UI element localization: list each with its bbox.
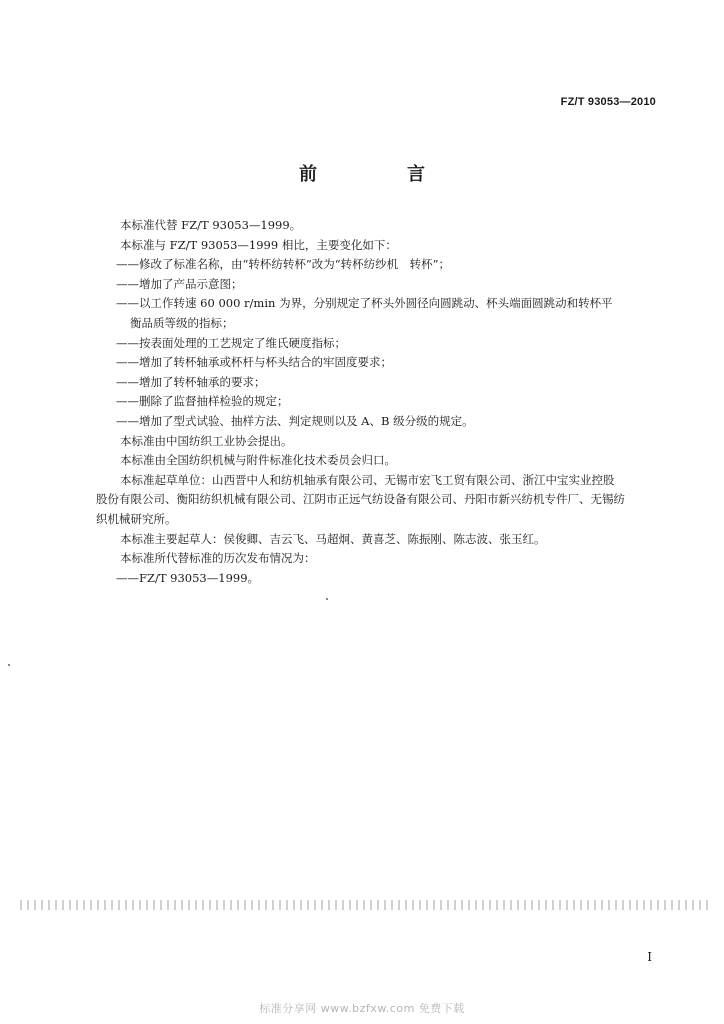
page-number: I bbox=[647, 950, 652, 964]
change-item: ——以工作转速 60 000 r/min 为界，分别规定了杯头外圆径向圆跳动、杯头端面圆跳动和转杯平 bbox=[116, 296, 613, 311]
paragraph-line: 本标准代替 FZ/T 93053—1999。 bbox=[120, 218, 302, 232]
standard-code: FZ/T 93053—2010 bbox=[560, 96, 656, 108]
scan-speck bbox=[326, 598, 328, 600]
change-item: ——增加了转杯轴承的要求； bbox=[116, 374, 266, 389]
change-item: ——增加了型式试验、抽样方法、判定规则以及 A、B 级分级的规定。 bbox=[116, 413, 474, 428]
change-item-continuation: 衡品质等级的指标； bbox=[130, 315, 234, 330]
change-item: ——按表面处理的工艺规定了维氏硬度指标； bbox=[116, 335, 346, 350]
paragraph-line: 织机械研究所。 bbox=[96, 511, 177, 526]
change-item: ——增加了转杯轴承或杯杆与杯头结合的牢固度要求； bbox=[116, 355, 392, 370]
scan-noise-band bbox=[20, 900, 710, 910]
body-text bbox=[96, 216, 676, 588]
paragraph-line: 本标准由中国纺织工业协会提出。 bbox=[120, 433, 293, 448]
paragraph-line: 本标准起草单位：山西晋中人和纺机轴承有限公司、无锡市宏飞工贸有限公司、浙江中宝实业控股 bbox=[120, 472, 615, 487]
paragraph-line: 股份有限公司、衡阳纺织机械有限公司、江阴市正远气纺设备有限公司、丹阳市新兴纺机专件厂、无锡纺 bbox=[96, 492, 625, 507]
paragraph-line: 本标准与 FZ/T 93053—1999 相比，主要变化如下： bbox=[120, 237, 397, 252]
footer-watermark: 标准分享网 www.bzfxw.com 免费下载 bbox=[259, 1002, 465, 1015]
change-item: ——修改了标准名称，由“转杯纺转杯”改为“转杯纺纱机 转杯”； bbox=[116, 257, 451, 272]
change-item: ——删除了监督抽样检验的规定； bbox=[116, 394, 289, 409]
scan-speck bbox=[8, 664, 10, 666]
page-title: 前 言 bbox=[299, 164, 461, 185]
paragraph-line: 本标准主要起草人：侯俊卿、吉云飞、马超炯、黄喜芝、陈振刚、陈志波、张玉红。 bbox=[120, 531, 546, 546]
change-item: ——FZ/T 93053—1999。 bbox=[116, 570, 260, 585]
paragraph-line: 本标准由全国纺织机械与附件标准化技术委员会归口。 bbox=[120, 453, 396, 468]
paragraph-line: 本标准所代替标准的历次发布情况为： bbox=[120, 551, 316, 566]
change-item: ——增加了产品示意图； bbox=[116, 276, 243, 291]
